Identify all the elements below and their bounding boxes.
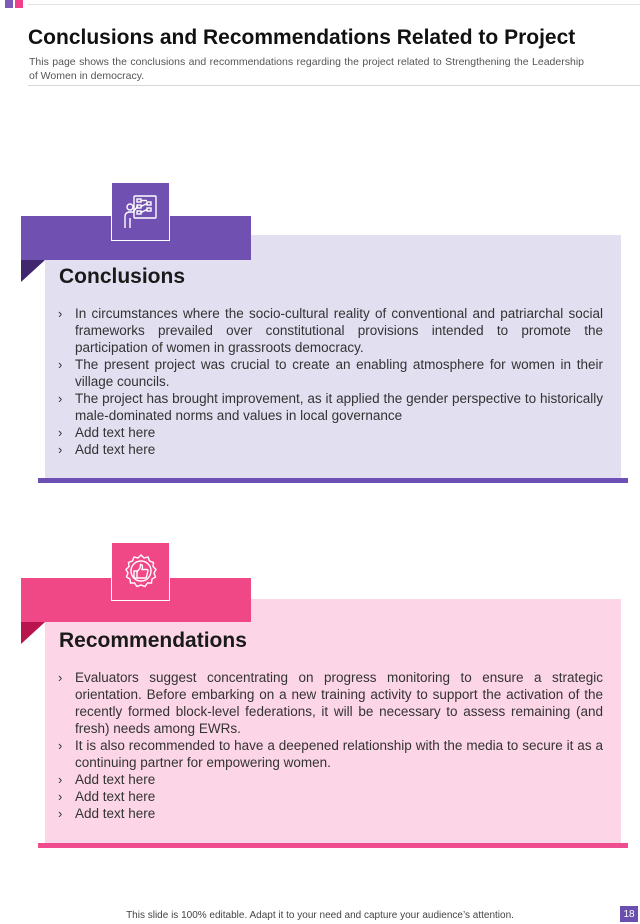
page-number-badge: 18 [620, 906, 638, 922]
list-item: › Add text here [58, 806, 156, 821]
top-rule [28, 4, 640, 5]
chevron-right-icon: › [58, 306, 63, 321]
list-item: › Add text here [58, 425, 156, 440]
chevron-right-icon: › [58, 789, 63, 804]
list-item: › In circumstances where the socio-cultural reality of conventional and patriarchal social frameworks prevailed over constitutional provisions intended to promote the participation of women in grassroots democracy. [58, 306, 603, 355]
recommendations-icon-box [111, 542, 170, 601]
conclusions-icon-box [111, 182, 170, 241]
page-title: Conclusions and Recommendations Related to Project [28, 26, 576, 49]
chevron-right-icon: › [58, 670, 63, 685]
list-item: › Add text here [58, 442, 156, 457]
chevron-right-icon: › [58, 391, 63, 406]
list-item: › Add text here [58, 772, 156, 787]
strategy-board-icon [121, 192, 161, 232]
conclusions-banner-fold [21, 260, 45, 282]
recommendations-list [58, 669, 603, 822]
chevron-right-icon: › [58, 357, 63, 372]
corner-square-purple [5, 0, 13, 8]
conclusions-list [58, 305, 603, 458]
recommendations-heading: Recommendations [59, 629, 247, 652]
chevron-right-icon: › [58, 772, 63, 787]
chevron-right-icon: › [58, 425, 63, 440]
page-subtitle: This page shows the conclusions and recommendations regarding the project related to Strengthening the Leadership of Women in democracy. [29, 56, 584, 82]
list-item: › The present project was crucial to create an enabling atmosphere for women in their village councils. [58, 357, 603, 389]
conclusions-bottom-bar [38, 478, 628, 483]
recommendations-bottom-bar [38, 843, 628, 848]
list-item: › The project has brought improvement, as it applied the gender perspective to historically male-dominated norms and values in local governance [58, 391, 603, 423]
corner-square-pink [15, 0, 23, 8]
chevron-right-icon: › [58, 806, 63, 821]
recommendations-banner-fold [21, 622, 45, 644]
footer-note: This slide is 100% editable. Adapt it to your need and capture your audience’s attention. [126, 910, 514, 921]
header-divider [28, 85, 640, 86]
conclusions-heading: Conclusions [59, 265, 186, 288]
list-item: › Evaluators suggest concentrating on progress monitoring to ensure a strategic orientation. Before embarking on a new training activity to support the activation of the recently formed block-level federations, it will be necessary to assess remaining (and fresh) needs among EWRs. [58, 670, 603, 736]
chevron-right-icon: › [58, 442, 63, 457]
chevron-right-icon: › [58, 738, 63, 753]
thumbs-up-badge-icon [121, 552, 161, 592]
list-item: › It is also recommended to have a deepened relationship with the media to secure it as a continuing partner for empowering women. [58, 738, 603, 770]
list-item: › Add text here [58, 789, 156, 804]
